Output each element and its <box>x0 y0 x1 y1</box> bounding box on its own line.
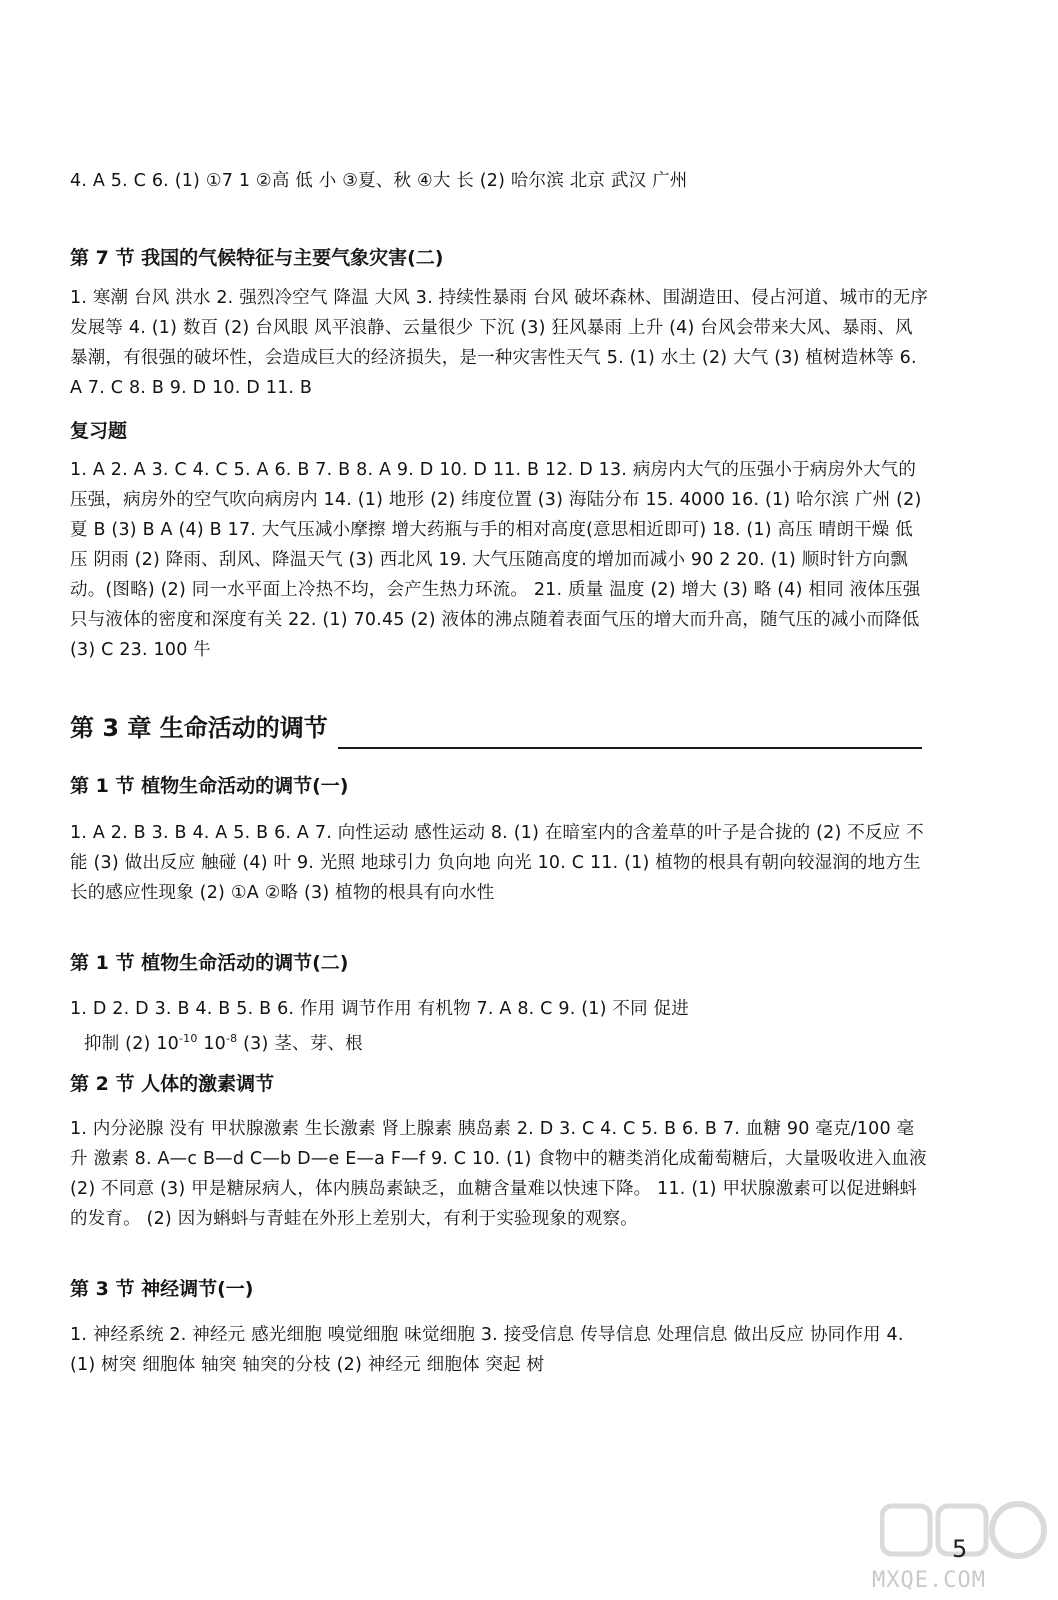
section-heading-2: 第 2 节 人体的激素调节 <box>70 1073 275 1095</box>
answers-section-7: 1. 寒潮 台风 洪水 2. 强烈冷空气 降温 大风 3. 持续性暴雨 台风 破坏森林、围湖造田、侵占河道、城市的无序发展等 4. (1) 数百 (2) 台风眼 风平浪静、云量很少 下沉 (3) 狂风暴雨 上升 (4) 台风会带来大风、暴雨、风暴潮，有很强的破坏性，会造成巨大的经济损失，是一种灾害性天气 5. (1) 水土 (2) 大气 (3) 植树造林等 6. A 7. C 8. B 9. D 10. D 11. B <box>70 288 929 398</box>
chapter-title: 第 3 章 生命活动的调节 <box>70 711 334 745</box>
text-run: (3) 茎、芽、根 <box>237 1033 363 1054</box>
answers-section-2: 1. 内分泌腺 没有 甲状腺激素 生长激素 肾上腺素 胰岛素 2. D 3. C 4. C 5. B 6. B 7. 血糖 90 毫克/100 毫升 激素 8. A—c B—d C—b D—e E—a F—f 9. C 10. (1) 食物中的糖类消化成葡萄糖后，大量吸收进入血液 (2) 不同意 (3) 甲是糖尿病人，体内胰岛素缺乏，血糖含量难以快速下降。 11. (1) 甲状腺激素可以促进蝌蚪的发育。 (2) 因为蝌蚪与青蛙在外形上差别大，有利于实验现象的观察。 <box>70 1119 927 1229</box>
section-heading-3: 第 3 节 神经调节(一) <box>70 1278 254 1300</box>
answers-section-1b-line2 <box>70 1024 930 1059</box>
text-run: 抑制 (2) 10 <box>84 1033 179 1054</box>
answers-prev-section: 4. A 5. C 6. (1) ①7 1 ②高 低 小 ③夏、秋 ④大 长 (2) 哈尔滨 北京 武汉 广州 <box>70 171 688 191</box>
answers-section-3: 1. 神经系统 2. 神经元 感光细胞 嗅觉细胞 味觉细胞 3. 接受信息 传导信息 处理信息 做出反应 协同作用 4. (1) 树突 细胞体 轴突 轴突的分枝 (2) 神经元 细胞体 突起 树 <box>70 1325 904 1375</box>
answers-section-1b-line1: 1. D 2. D 3. B 4. B 5. B 6. 作用 调节作用 有机物 7. A 8. C 9. (1) 不同 促进 <box>70 999 689 1019</box>
exponent: -8 <box>226 1032 238 1045</box>
chapter-rule <box>338 747 922 749</box>
answers-section-1b <box>70 994 930 1059</box>
section-heading-7: 第 7 节 我国的气候特征与主要气象灾害(二) <box>70 247 444 269</box>
exponent: -10 <box>178 1032 198 1045</box>
section-heading-1b: 第 1 节 植物生命活动的调节(二) <box>70 952 349 974</box>
chapter-header <box>70 711 922 751</box>
text-run: 10 <box>197 1033 226 1054</box>
watermark-text: MXQE.COM <box>872 1568 986 1593</box>
answers-section-1a: 1. A 2. B 3. B 4. A 5. B 6. A 7. 向性运动 感性运动 8. (1) 在暗室内的含羞草的叶子是合拢的 (2) 不反应 不能 (3) 做出反应 触碰 (4) 叶 9. 光照 地球引力 负向地 向光 10. C 11. (1) 植物的根具有朝向较湿润的地方生长的感应性现象 (2) ①A ②略 (3) 植物的根具有向水性 <box>70 823 924 903</box>
section-heading-1a: 第 1 节 植物生命活动的调节(一) <box>70 775 349 797</box>
page-number: 5 <box>952 1535 968 1563</box>
answers-review: 1. A 2. A 3. C 4. C 5. A 6. B 7. B 8. A 9. D 10. D 11. B 12. D 13. 病房内大气的压强小于病房外大气的压强，病房外的空气吹向病房内 14. (1) 地形 (2) 纬度位置 (3) 海陆分布 15. 4000 16. (1) 哈尔滨 广州 (2) 夏 B (3) B A (4) B 17. 大气压减小摩擦 增大药瓶与手的相对高度(意思相近即可) 18. (1) 高压 晴朗干燥 低压 阴雨 (2) 降雨、刮风、降温天气 (3) 西北风 19. 大气压随高度的增加而减小 90 2 20. (1) 顺时针方向飘动。(图略) (2) 同一水平面上冷热不均，会产生热力环流。 21. 质量 温度 (2) 增大 (3) 略 (4) 相同 液体压强只与液体的密度和深度有关 22. (1) 70.45 (2) 液体的沸点随着表面气压的增大而升高，随气压的减小而降低 (3) C 23. 100 牛 <box>70 460 922 660</box>
section-heading-review: 复习题 <box>70 420 128 442</box>
